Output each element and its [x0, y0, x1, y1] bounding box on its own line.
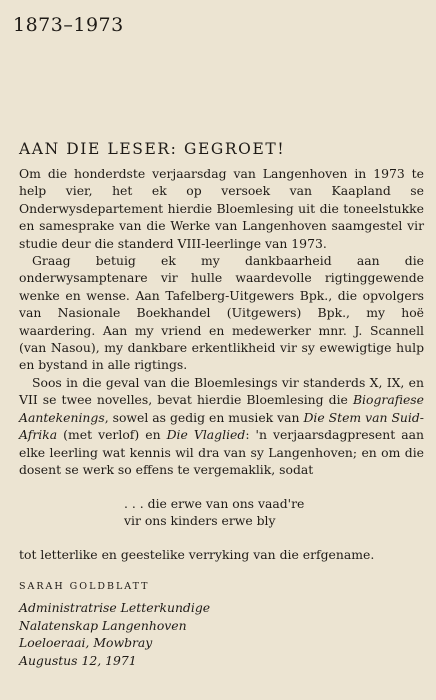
paragraph-3-title-die-stem: Die Stem van Suid-Afrika — [19, 409, 424, 443]
signature-details — [19, 599, 210, 669]
closing-line: tot letterlike en geestelike verryking van die erfgename. — [19, 547, 375, 562]
paragraph-3-title-biografiese: Biografiese Aantekenings — [19, 392, 424, 425]
paragraph-3-title-vlaglied: Die Vlaglied — [166, 427, 246, 443]
paragraph-1: Om die honderdste verjaarsdag van Langenhoven in 1973 te help vier, het ek op versoek van Kaapland se Onderwysdepartement hierdie Bloemlesing uit die toneelstukke en samesprake van die Werke van Langenhoven saamgestel vir studie deur die standerd VIII-leerlinge van 1973. — [19, 166, 424, 251]
paragraph-3-text-e: (met verlof) en — [57, 427, 167, 443]
verse-line: vir ons kinders erwe bly — [124, 513, 276, 529]
verse-quote — [124, 495, 304, 530]
signature-organisation: Nalatenskap Langenhoven — [19, 617, 187, 633]
signature-address: Loeloeraai, Mowbray — [19, 635, 153, 651]
paragraph-3-text-g: : 'n verjaarsdagpresent aan elke leerling wat kennis wil dra van sy Langenhoven; en om die dosent se werk so effens te vergemaklik, sodat — [19, 427, 425, 477]
signature-name: SARAH GOLDBLATT — [19, 581, 150, 592]
paragraph-3-text-a: Soos in die geval van die Bloemlesings vir standerds X, IX, en VII se twee novelles, bevat hierdie Bloemlesing die — [19, 374, 424, 408]
paragraph-3 — [19, 374, 424, 478]
paragraph-3-text-c: , sowel as gedig en musiek van — [104, 409, 304, 425]
paragraph-2: Graag betuig ek my dankbaarheid aan die onderwysamptenare vir hulle waardevolle rigtinggewende wenke en wense. Aan Tafelberg-Uitgewers Bpk., die opvolgers van Nasionale Boekhandel (Uitgewers) Bpk., my hoë waardering. Aan my vriend en medewerker mnr. J. Scannell (van Nasou), my dankbare erkentlikheid vir sy ewewigtige hulp en bystand in alle rigtings. — [19, 253, 424, 373]
signature-date: Augustus 12, 1971 — [19, 652, 137, 668]
page-header-dates: 1873–1973 — [13, 14, 124, 36]
body-text — [19, 165, 424, 478]
verse-line: . . . die erwe van ons vaad're — [124, 496, 305, 511]
section-heading: AAN DIE LESER: GEGROET! — [19, 140, 286, 158]
signature-title: Administratrise Letterkundige — [19, 600, 211, 615]
